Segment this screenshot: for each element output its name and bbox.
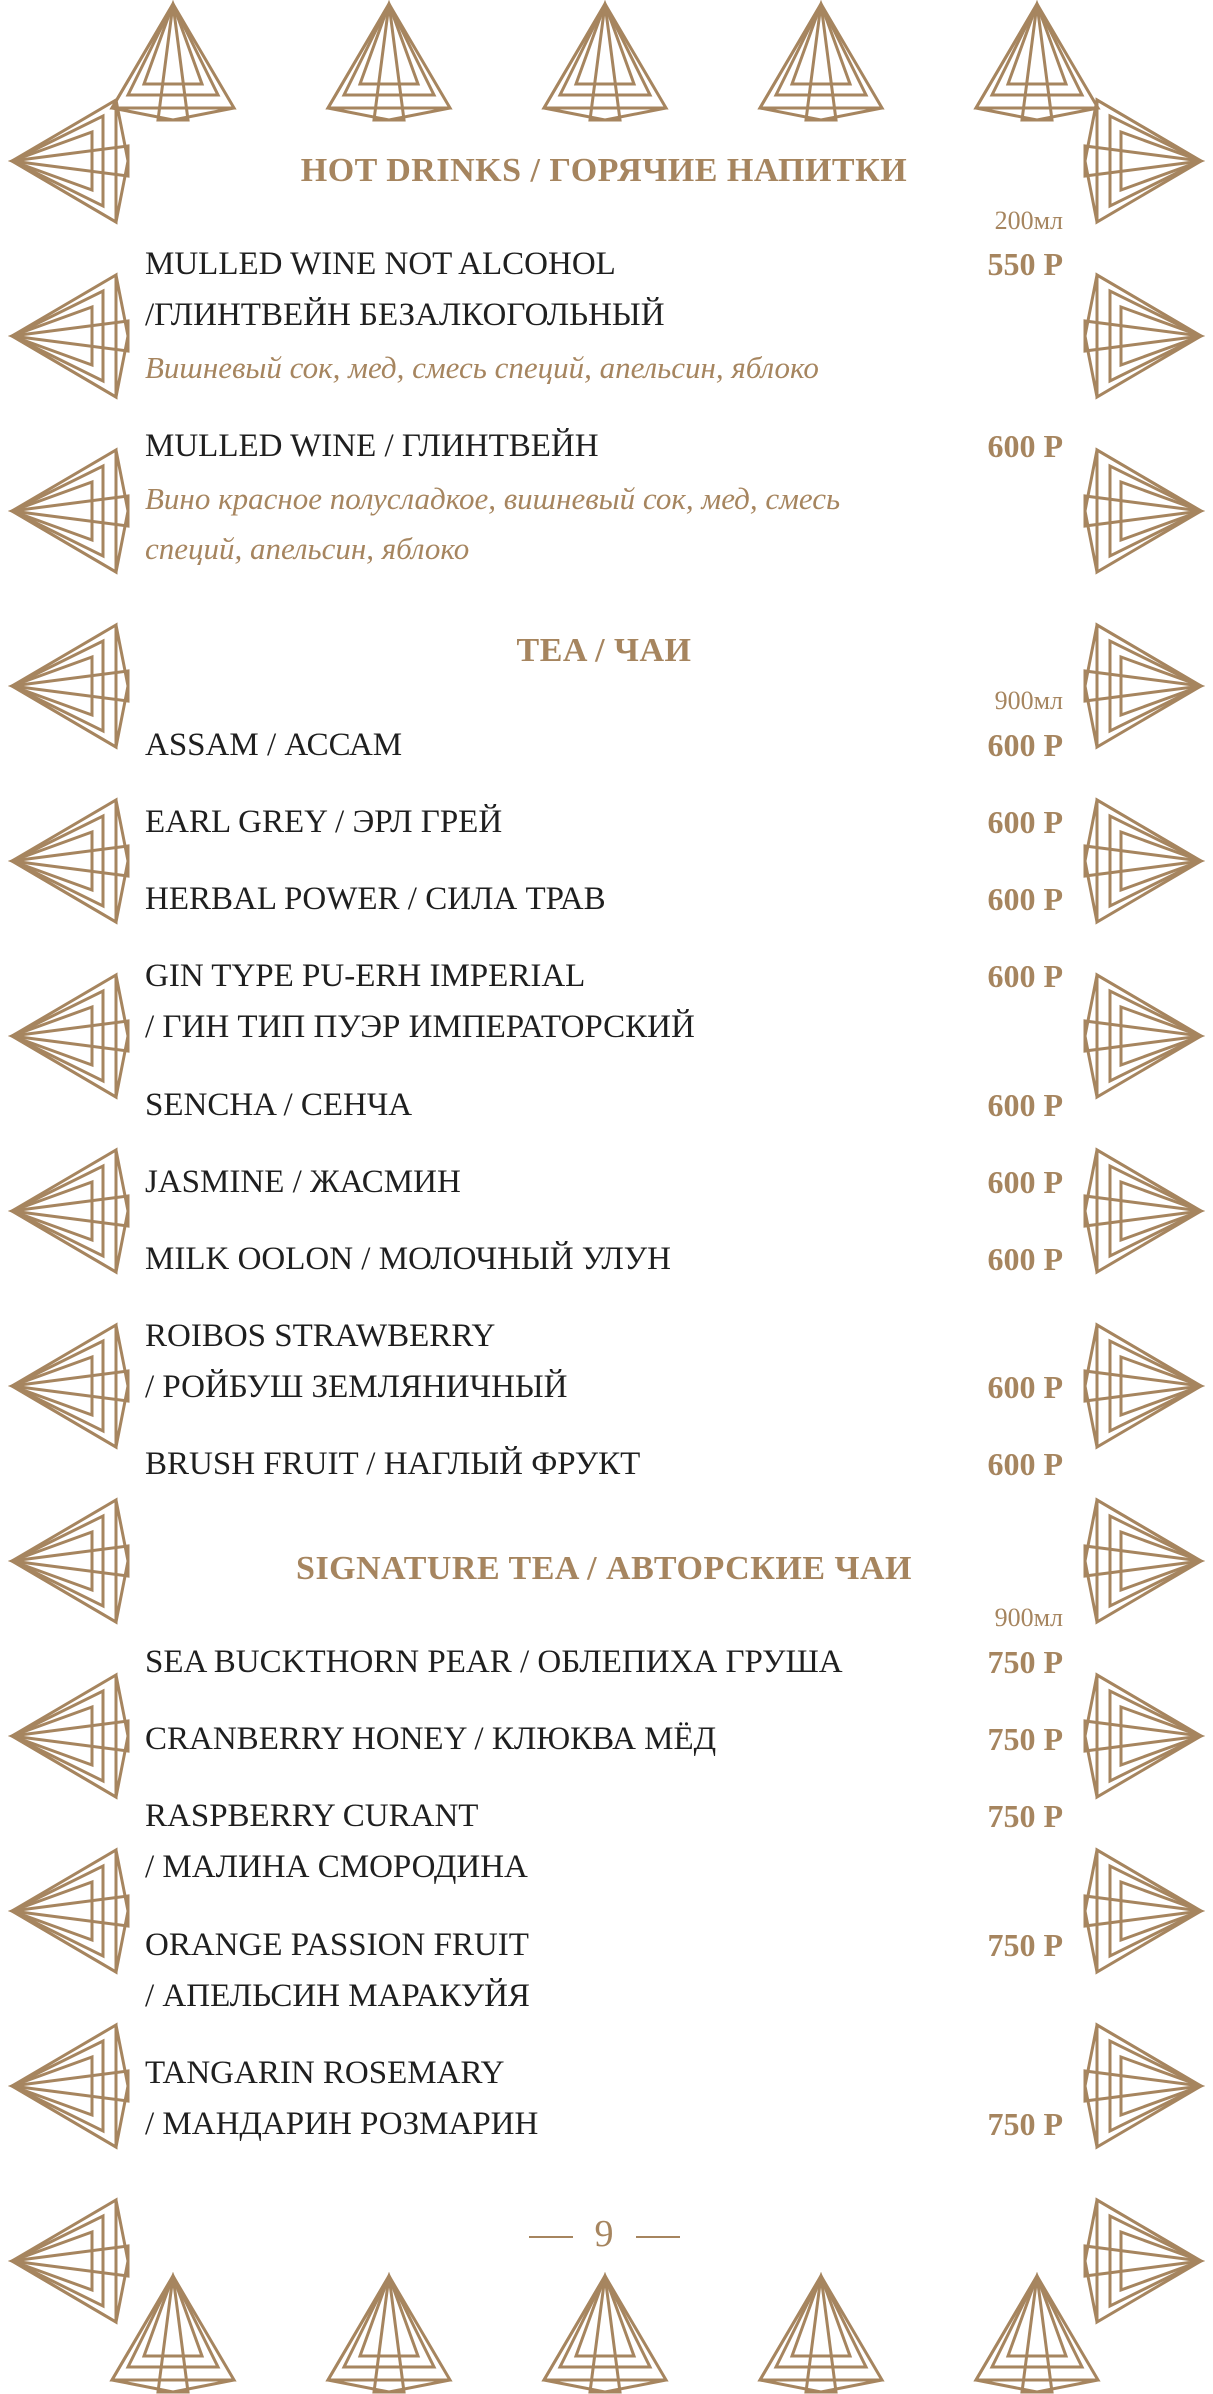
page-number-value: 9: [594, 2213, 614, 2255]
art-deco-fan-icon: [1079, 625, 1209, 747]
item-name: MILK OOLON / МОЛОЧНЫЙ УЛУН: [145, 1241, 672, 1277]
art-deco-fan-icon: [4, 275, 134, 397]
art-deco-fan-icon: [4, 1675, 134, 1797]
section-title-signature-tea: SIGNATURE TEA / АВТОРСКИЕ ЧАИ: [296, 1550, 912, 1587]
dash-right: [636, 2236, 680, 2238]
volume-label: 900мл: [994, 1603, 1063, 1632]
art-deco-fan-icon: [4, 2025, 134, 2147]
item-name-ru: /ГЛИНТВЕЙН БЕЗАЛКОГОЛЬНЫЙ: [145, 297, 665, 333]
art-deco-fan-icon: [4, 800, 134, 922]
item-price: 550 Р: [987, 246, 1063, 282]
item-name-ru: / ГИН ТИП ПУЭР ИМПЕРАТОРСКИЙ: [145, 1009, 695, 1045]
item-description: специй, апельсин, яблоко: [145, 531, 470, 566]
section-title-hot-drinks: HOT DRINKS / ГОРЯЧИЕ НАПИТКИ: [300, 152, 908, 189]
art-deco-fan-icon: [1079, 1500, 1209, 1622]
item-price: 600 Р: [987, 1446, 1063, 1482]
item-name: RASPBERRY CURANT: [145, 1798, 479, 1834]
item-price: 750 Р: [987, 1927, 1063, 1963]
item-name: TANGARIN ROSEMARY: [145, 2055, 505, 2091]
item-price: 750 Р: [987, 1644, 1063, 1680]
art-deco-fan-icon: [1079, 450, 1209, 572]
art-deco-fan-icon: [324, 0, 454, 122]
item-price: 750 Р: [987, 1798, 1063, 1834]
art-deco-fan-icon: [4, 100, 134, 222]
art-deco-fan-icon: [1079, 275, 1209, 397]
item-name: MULLED WINE NOT ALCOHOL: [145, 246, 616, 282]
page-number: [145, 2212, 1063, 2256]
item-name: BRUSH FRUIT / НАГЛЫЙ ФРУКТ: [145, 1446, 641, 1482]
item-price: 600 Р: [987, 881, 1063, 917]
item-price: 600 Р: [987, 1241, 1063, 1277]
art-deco-fan-icon: [1079, 1850, 1209, 1972]
art-deco-fan-icon: [1079, 800, 1209, 922]
art-deco-fan-icon: [540, 0, 670, 122]
item-name: CRANBERRY HONEY / КЛЮКВА МЁД: [145, 1721, 717, 1757]
item-price: 600 Р: [987, 804, 1063, 840]
art-deco-fan-icon: [1079, 1675, 1209, 1797]
art-deco-fan-icon: [1079, 1325, 1209, 1447]
dash-left: [529, 2236, 573, 2238]
art-deco-fan-icon: [4, 450, 134, 572]
art-deco-fan-icon: [756, 2272, 886, 2394]
art-deco-fan-icon: [4, 1150, 134, 1272]
art-deco-fan-icon: [1079, 2200, 1209, 2322]
item-name: EARL GREY / ЭРЛ ГРЕЙ: [145, 804, 503, 840]
item-name: SEA BUCKTHORN PEAR / ОБЛЕПИХА ГРУША: [145, 1644, 843, 1680]
art-deco-fan-icon: [4, 1850, 134, 1972]
item-price: 750 Р: [987, 2106, 1063, 2142]
art-deco-fan-icon: [4, 625, 134, 747]
item-price: 600 Р: [987, 1087, 1063, 1123]
art-deco-fan-icon: [1079, 2025, 1209, 2147]
item-name: SENCHA / СЕНЧА: [145, 1087, 413, 1123]
item-description: Вино красное полусладкое, вишневый сок, мед, смесь: [145, 481, 841, 516]
art-deco-fan-icon: [756, 0, 886, 122]
art-deco-fan-icon: [1079, 975, 1209, 1097]
item-name: ASSAM / АССАМ: [145, 727, 403, 763]
item-name: JASMINE / ЖАСМИН: [145, 1164, 461, 1200]
item-name: MULLED WINE / ГЛИНТВЕЙН: [145, 428, 599, 464]
item-name: HERBAL POWER / СИЛА ТРАВ: [145, 881, 606, 917]
item-description: Вишневый сок, мед, смесь специй, апельсин, яблоко: [145, 350, 819, 385]
item-name-ru: / МАЛИНА СМОРОДИНА: [145, 1849, 528, 1885]
art-deco-fan-icon: [540, 2272, 670, 2394]
item-name-ru: / РОЙБУШ ЗЕМЛЯНИЧНЫЙ: [145, 1369, 568, 1405]
item-name: GIN TYPE PU-ERH IMPERIAL: [145, 958, 586, 994]
art-deco-fan-icon: [1079, 100, 1209, 222]
item-name-ru: / МАНДАРИН РОЗМАРИН: [145, 2106, 539, 2142]
art-deco-fan-icon: [4, 1325, 134, 1447]
item-price: 600 Р: [987, 1164, 1063, 1200]
art-deco-fan-icon: [1079, 1150, 1209, 1272]
item-name: ROIBOS STRAWBERRY: [145, 1318, 496, 1354]
art-deco-fan-icon: [4, 975, 134, 1097]
item-price: 600 Р: [987, 428, 1063, 464]
item-name: ORANGE PASSION FRUIT: [145, 1927, 529, 1963]
item-price: 600 Р: [987, 1369, 1063, 1405]
art-deco-fan-icon: [4, 2200, 134, 2322]
item-price: 600 Р: [987, 958, 1063, 994]
item-name-ru: / АПЕЛЬСИН МАРАКУЙЯ: [145, 1978, 530, 2014]
section-title-tea: TEA / ЧАИ: [516, 632, 692, 669]
art-deco-fan-icon: [324, 2272, 454, 2394]
item-price: 600 Р: [987, 727, 1063, 763]
volume-label: 200мл: [994, 206, 1063, 235]
item-price: 750 Р: [987, 1721, 1063, 1757]
art-deco-fan-icon: [4, 1500, 134, 1622]
volume-label: 900мл: [994, 686, 1063, 715]
